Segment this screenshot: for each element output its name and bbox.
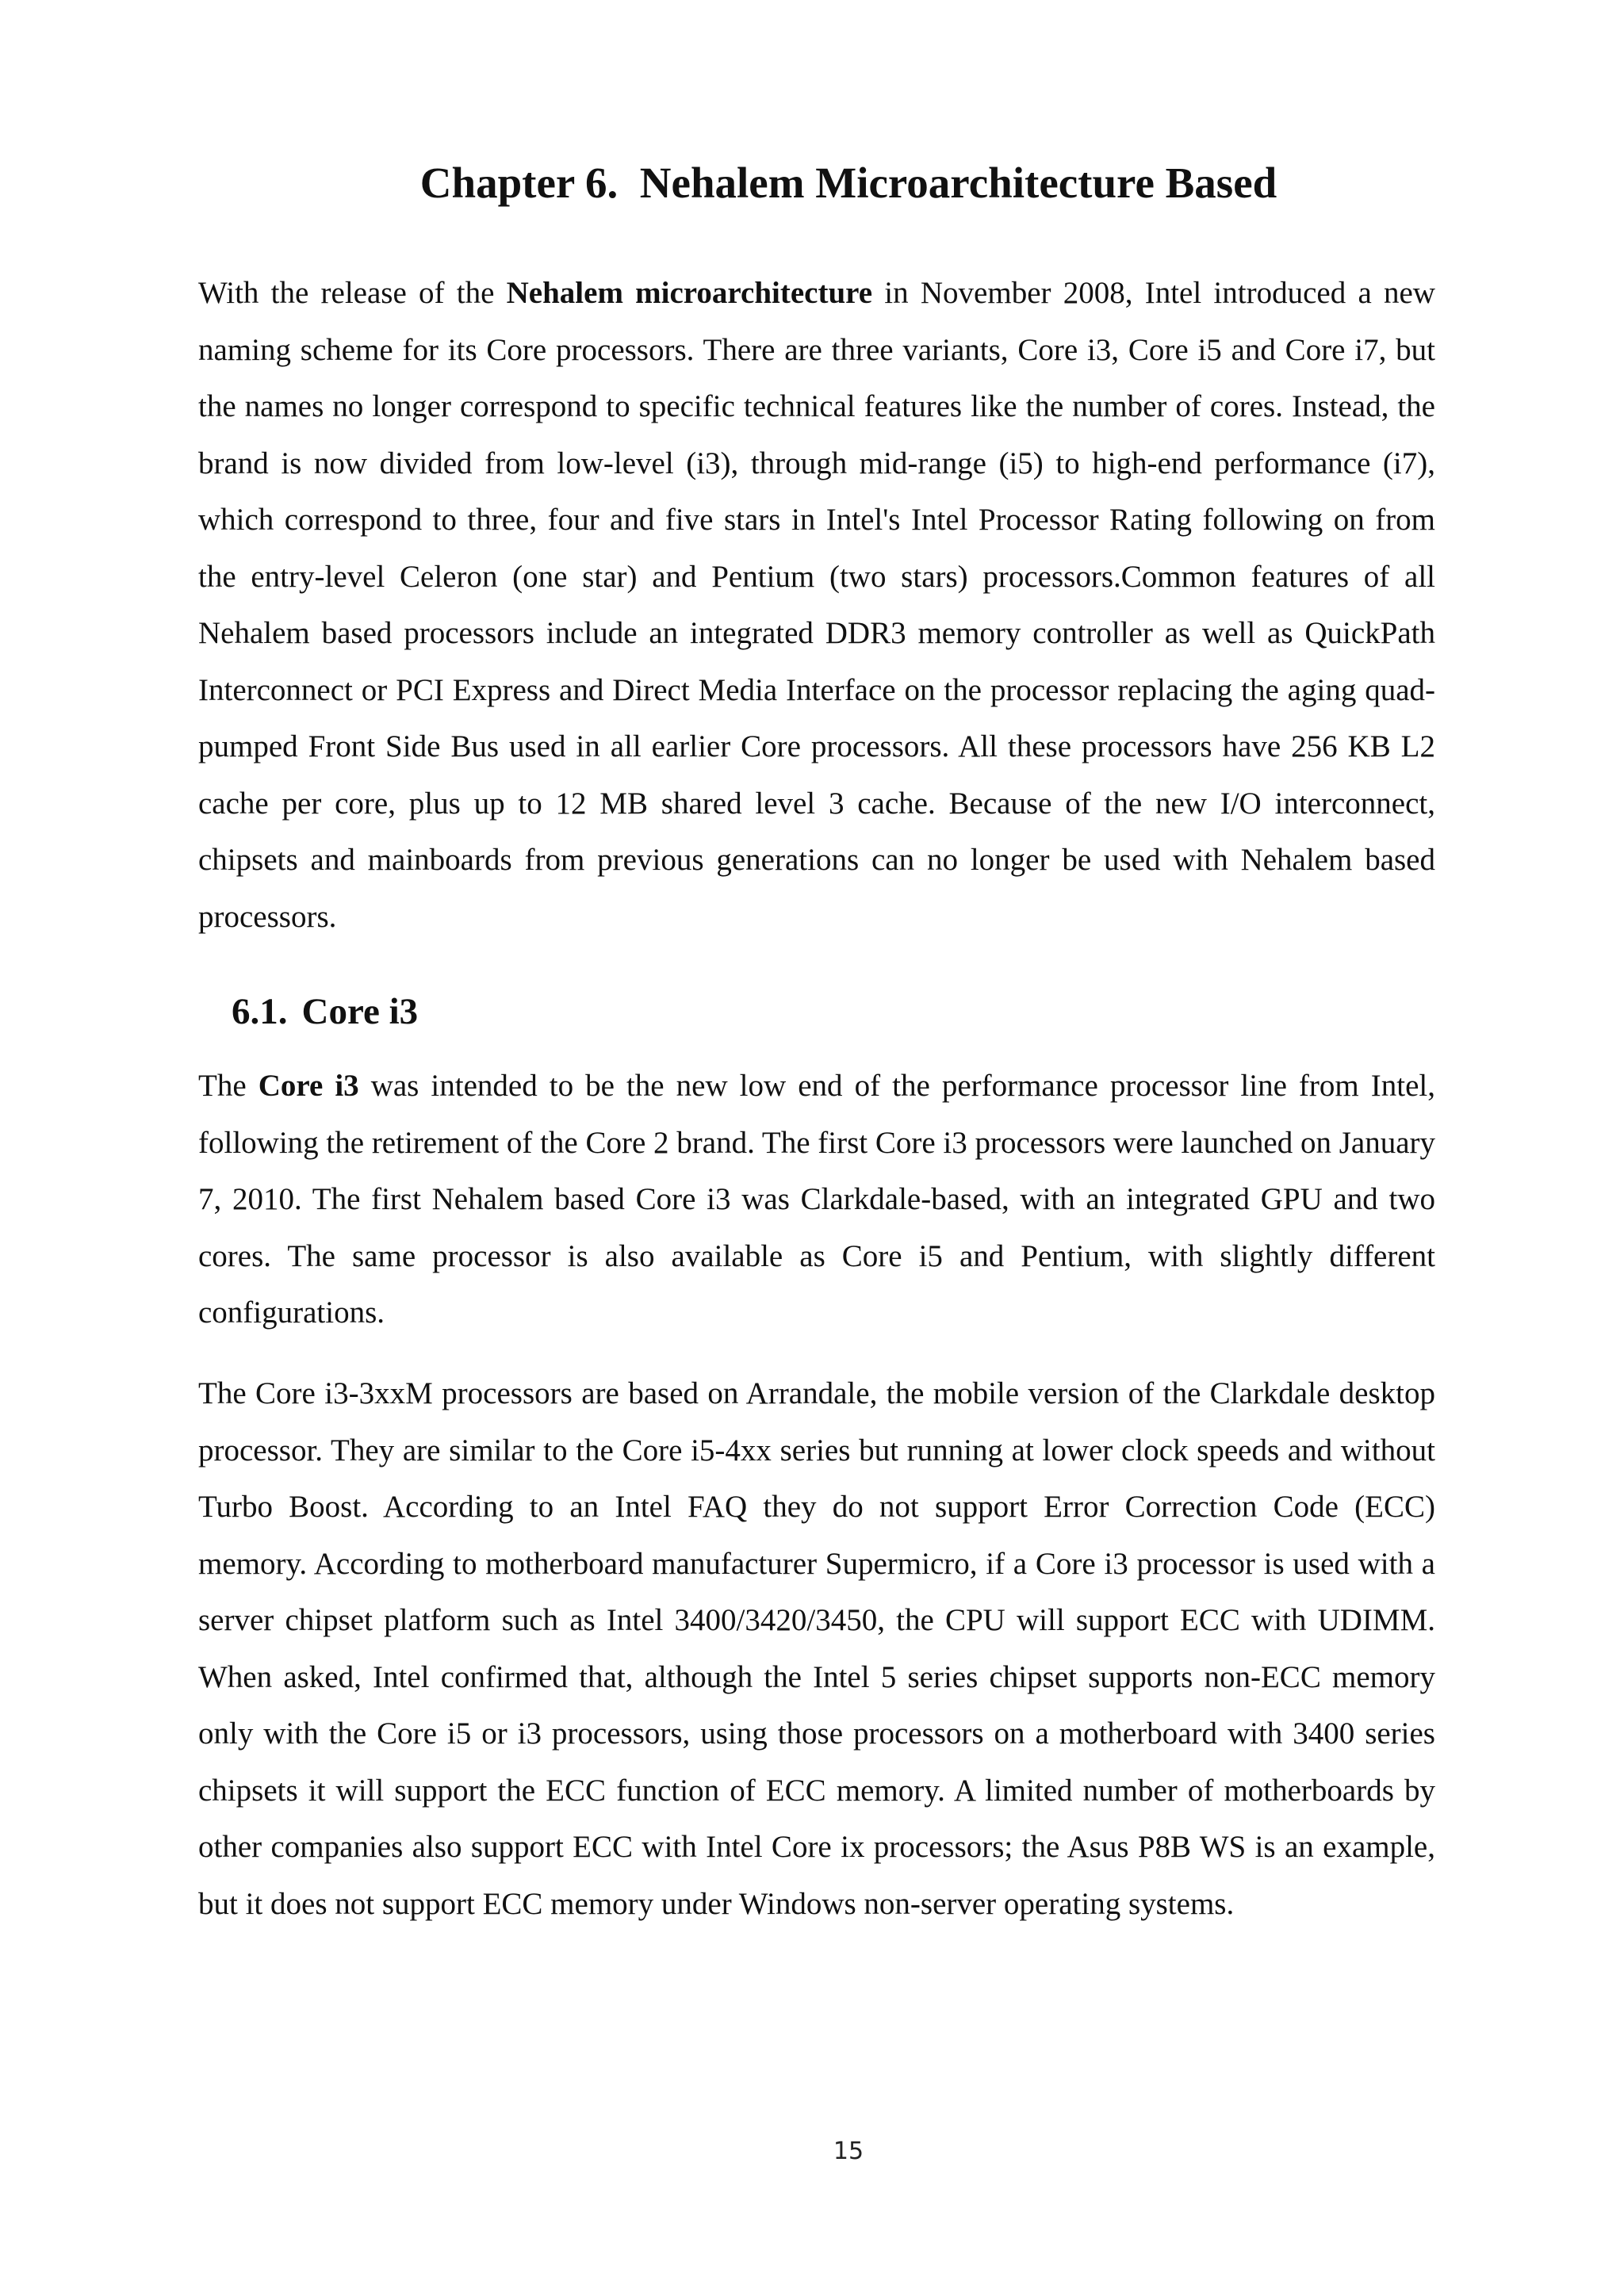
intro-bold-term: Nehalem microarchitecture [506,276,873,310]
intro-text-rest: in November 2008, Intel introduced a new naming scheme for its Core processors. There are three variants, Core i3, Core i5 and Core i7, but the names no longer correspond to specific technical features like the number of cores. Instead, the brand is now divided from low-level (i3), through mid-range (i5) to high-end performance (i7), which correspond to three, four and five stars in Intel's Intel Processor Rating following on from the entry-level Celeron (one star) and Pentium (two stars) processors.Common features of all Nehalem based processors include an integrated DDR3 memory controller as well as QuickPath Interconnect or PCI Express and Direct Media Interface on the processor replacing the aging quad-pumped Front Side Bus used in all earlier Core processors. All these processors have 256 KB L2 cache per core, plus up to 12 MB shared level 3 cache. Because of the new I/O interconnect, chipsets and mainboards from previous generations can no longer be used with Nehalem based processors. [198,276,1435,934]
core-i3-text-start: The [198,1069,259,1103]
section-title: Core i3 [301,991,419,1032]
core-i3-text-rest: was intended to be the new low end of the performance processor line from Intel, following the retirement of the Core 2 brand. The first Core i3 processors were launched on January 7, 2010. The first Nehalem based Core i3 was Clarkdale-based, with an integrated GPU and two cores. The same processor is also available as Core i5 and Pentium, with slightly different configurations. [198,1069,1435,1330]
section-heading [232,988,418,1035]
core-i3-paragraph-2: The Core i3-3xxM processors are based on Arrandale, the mobile version of the Clarkdale desktop processor. They are similar to the Core i5-4xx series but running at lower clock speeds and without Turbo Boost. According to an Intel FAQ they do not support Error Correction Code (ECC) memory. According to motherboard manufacturer Supermicro, if a Core i3 processor is used with a server chipset platform such as Intel 3400/3420/3450, the CPU will support ECC with UDIMM. When asked, Intel confirmed that, although the Intel 5 series chipset supports non-ECC memory only with the Core i5 or i3 processors, using those processors on a motherboard with 3400 series chipsets it will support the ECC function of ECC memory. A limited number of motherboards by other companies also support ECC with Intel Core ix processors; the Asus P8B WS is an example, but it does not support ECC memory under Windows non-server operating systems. [198,1376,1435,1921]
intro-paragraph [198,265,1435,945]
page-number: 15 [833,2137,864,2165]
intro-text-start: With the release of the [198,276,507,310]
core-i3-bold-term: Core i3 [258,1069,359,1103]
core-i3-paragraph-1 [198,1058,1435,1341]
chapter-title: Chapter 6. Nehalem Microarchitecture Based [419,159,1277,207]
section-number: 6.1. [232,991,288,1032]
